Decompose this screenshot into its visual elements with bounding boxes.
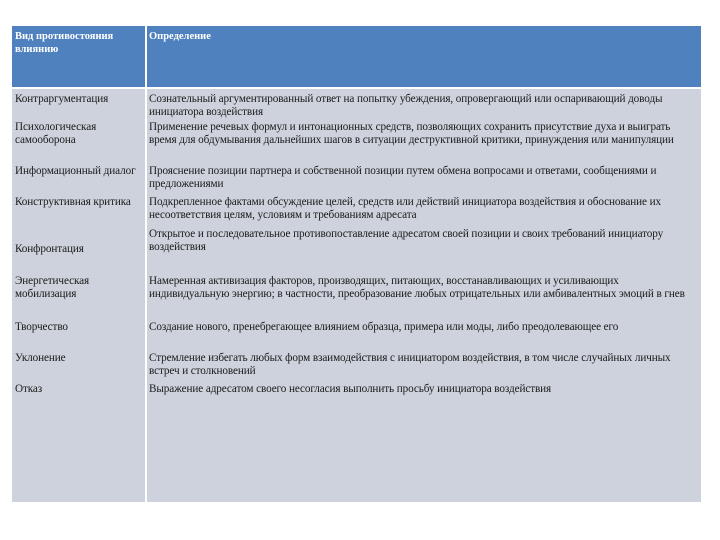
row-type: Отказ — [15, 383, 43, 395]
row-type: Энергетическая мобилизация — [15, 275, 90, 301]
row-type: Уклонение — [15, 352, 66, 364]
table-header — [12, 26, 701, 87]
row-definition: Стремление избегать любых форм взаимодействия с инициатором воздействия, в том числе случайных личных встреч и столкновений — [149, 352, 671, 378]
row-type: Творчество — [15, 321, 68, 333]
row-definition: Применение речевых формул и интонационных средств, позволяющих сохранить присутствие духа и выиграть время для обдумывания дальнейших шагов в ситуации деструктивной критики, принуждения или манипуляции — [149, 121, 674, 147]
row-type: Информационный диалог — [15, 165, 136, 177]
row-definition: Подкрепленное фактами обсуждение целей, средств или действий инициатора воздействия и обоснование их несоответствия целям, условиям и требованиям адресата — [149, 196, 661, 222]
row-definition: Выражение адресатом своего несогласия выполнить просьбу инициатора воздействия — [149, 383, 552, 395]
row-type: Контраргументация — [15, 93, 109, 105]
influence-resistance-table — [12, 26, 701, 502]
row-definition: Намеренная активизация факторов, производящих, питающих, восстанавливающих и усиливающих индивидуальную энергию; в частности, преобразование любых отрицательных или амбивалентных эмоций в гнев — [149, 275, 685, 301]
row-definition: Сознательный аргументированный ответ на попытку убеждения, опровергающий или оспаривающий доводы инициатора воздействия — [149, 93, 663, 119]
header-definition: Определение — [149, 31, 211, 42]
header-type: Вид противостояния влиянию — [15, 31, 114, 55]
row-type: Конфронтация — [15, 243, 84, 255]
header-body-divider — [12, 87, 701, 89]
row-type: Конструктивная критика — [15, 196, 131, 208]
row-type: Психологическая самооборона — [15, 121, 97, 147]
row-definition: Открытое и последовательное противопоставление адресатом своей позиции и своих требований инициатору воздействия — [149, 228, 664, 254]
row-definition: Прояснение позиции партнера и собственной позиции путем обмена вопросами и ответами, сообщениями и предложениями — [149, 165, 657, 191]
header-divider — [145, 26, 147, 87]
row-definition: Создание нового, пренебрегающее влиянием образца, примера или моды, либо преодолевающее его — [149, 321, 619, 333]
column-divider — [145, 89, 147, 502]
